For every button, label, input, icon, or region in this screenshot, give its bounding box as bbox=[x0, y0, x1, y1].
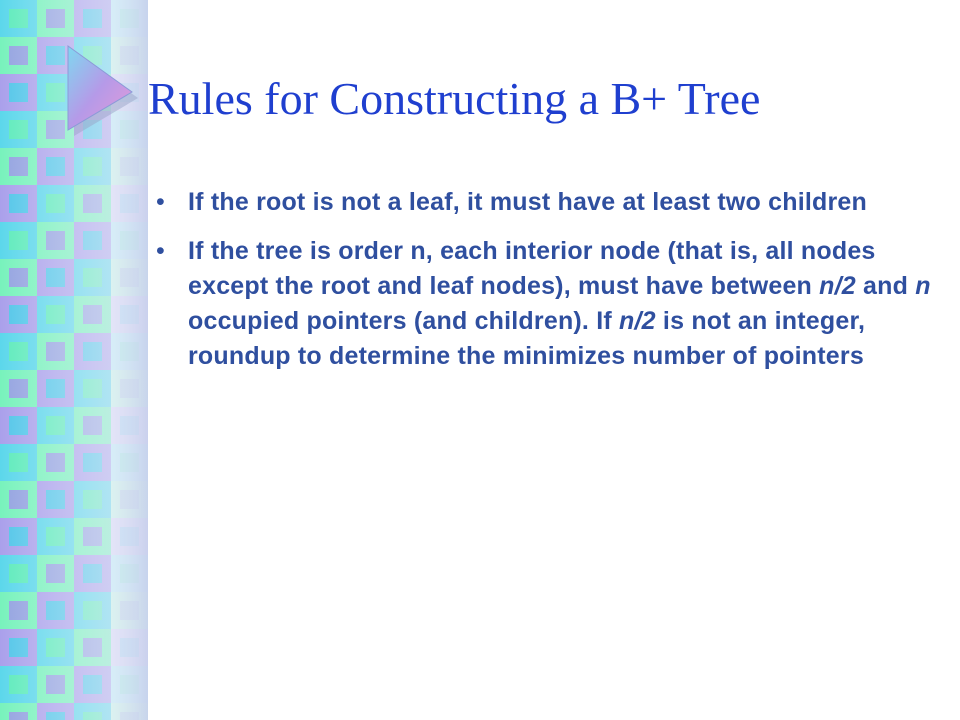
slide-title: Rules for Constructing a B+ Tree bbox=[148, 73, 761, 124]
italic-term: n bbox=[915, 272, 931, 300]
triangle-arrow-icon bbox=[52, 40, 142, 140]
bullet-text: If the tree is order n, each interior node (that is, all nodes except the root and leaf nodes), must have between bbox=[188, 237, 876, 300]
bullet-text: If the root is not a leaf, it must have at least two children bbox=[188, 188, 867, 216]
bullet-list bbox=[150, 185, 940, 388]
bullet-text: and bbox=[855, 272, 916, 300]
bullet-dot: • bbox=[156, 237, 165, 265]
bullet-item-order-rule bbox=[150, 234, 940, 374]
italic-term: n/2 bbox=[619, 307, 656, 335]
italic-term: n/2 bbox=[819, 272, 856, 300]
bullet-text: is not an integer, roundup to determine the minimizes number of pointers bbox=[188, 307, 866, 370]
bullet-text: occupied pointers (and children). If bbox=[188, 307, 620, 335]
bullet-item-root-rule bbox=[150, 185, 940, 220]
bullet-dot: • bbox=[156, 188, 165, 216]
